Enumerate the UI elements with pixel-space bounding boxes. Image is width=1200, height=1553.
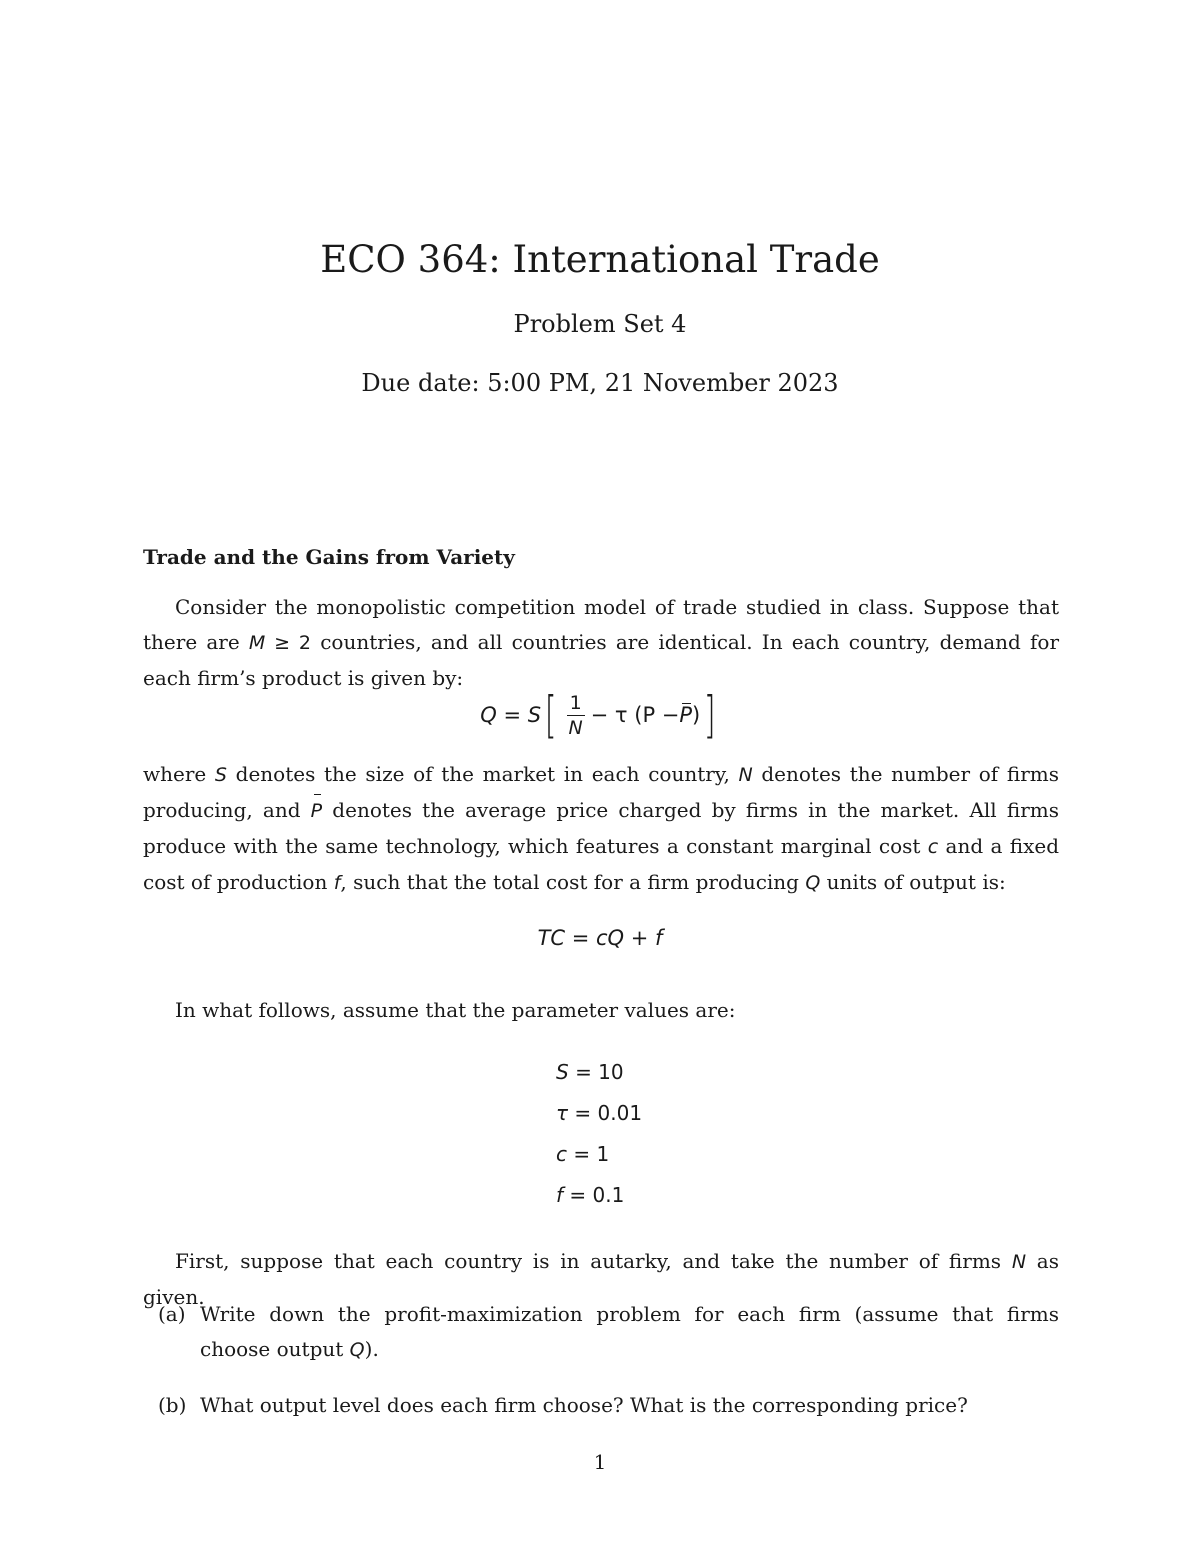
demand-equation: Q = S [ $\frac{1}{N}$ − τ (P − P ) ] [480, 686, 716, 744]
question-text: What output level does each firm choose? What is the corresponding price? [200, 1393, 968, 1417]
parameter-row: τ = 0.01 [556, 1101, 643, 1125]
fraction: $\frac{1}{N}$ [568, 691, 583, 739]
parameter-list [556, 1055, 642, 1219]
due-date: Due date: 5:00 PM, 21 November 2023 [361, 369, 839, 397]
section-heading: Trade and the Gains from Variety [143, 545, 515, 569]
page-number: 1 [593, 1450, 607, 1474]
where-paragraph: where S denotes the size of the market in each country, N denotes the number of firms producing, and P denotes the average price charged by firms in the market. All firms produce with the same technology, which features a constant marginal cost c and a fixed cost of production f, such that the total cost for a firm producing Q units of output is: [143, 762, 1059, 894]
intro-paragraph: Consider the monopolistic competition model of trade studied in class. Suppose that there are M ≥ 2 countries, and all countries are identical. In each country, demand for each firm’s product is given by: [143, 595, 1060, 690]
question-item [158, 1297, 1059, 1368]
question-item [158, 1388, 1059, 1423]
autarky-paragraph: First, suppose that each country is in autarky, and take the number of firms N as given. [143, 1249, 1059, 1309]
problem-set-label: Problem Set 4 [513, 310, 687, 338]
document-title: ECO 364: International Trade [320, 238, 880, 281]
parameter-row: S = 10 [556, 1060, 624, 1084]
parameter-row: f = 0.1 [556, 1183, 625, 1207]
left-bracket: [ [544, 686, 557, 744]
question-label: (b) [158, 1393, 187, 1417]
parameter-row: c = 1 [556, 1142, 610, 1166]
parameters-intro: In what follows, assume that the parameter values are: [175, 998, 736, 1022]
total-cost-equation: TC = cQ + f [537, 926, 663, 950]
question-text: Write down the profit-maximization problem for each firm (assume that firms choose output Q). [200, 1302, 1059, 1361]
question-label: (a) [158, 1302, 186, 1326]
p-bar: P [679, 703, 693, 727]
right-bracket: ] [704, 686, 716, 744]
